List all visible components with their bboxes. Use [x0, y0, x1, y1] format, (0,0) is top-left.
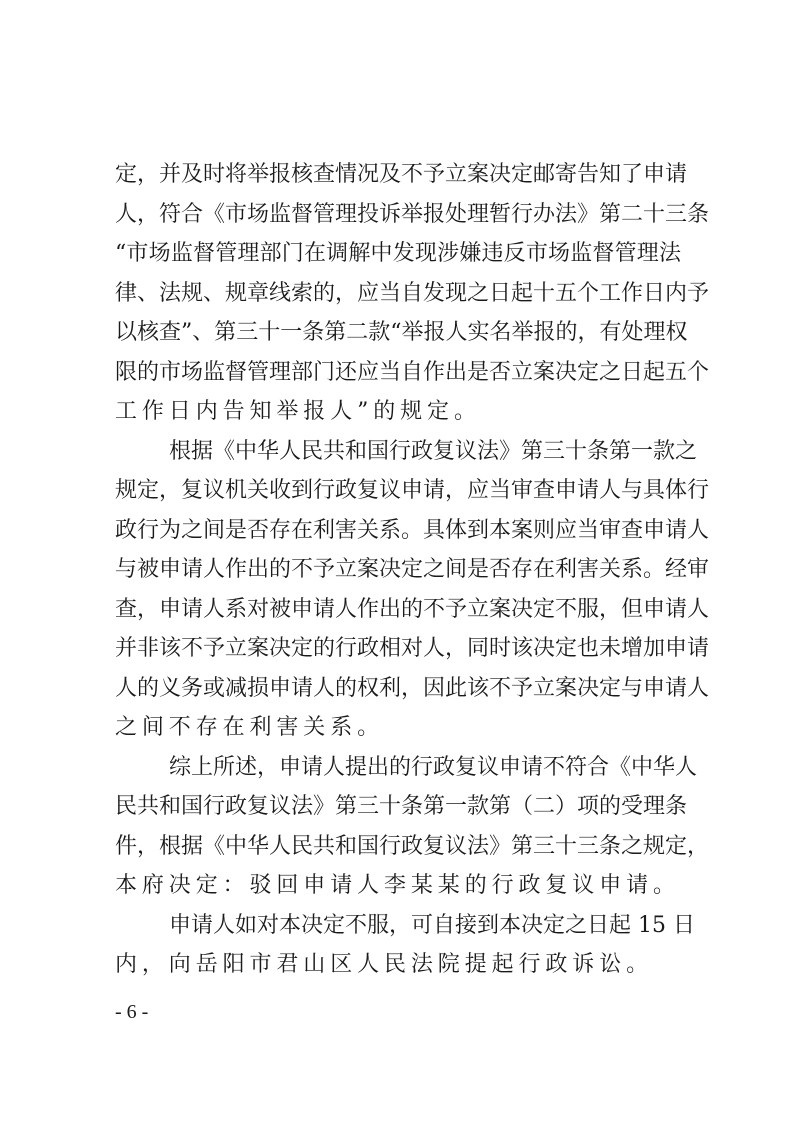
text-line: 根据《中华人民共和国行政复议法》第三十条第一款之 — [169, 438, 698, 464]
text-line: 查，申请人系对被申请人作出的不予立案决定不服，但申请人 — [115, 596, 710, 622]
text-line: 规定，复议机关收到行政复议申请，应当审查申请人与具体行 — [115, 478, 710, 503]
text-line: 工作日内告知举报人”的规定。 — [115, 399, 481, 424]
text-line: 以核查”、第三十一条第二款“举报人实名举报的，有处理权 — [115, 320, 688, 345]
text-line: 内，向岳阳市君山区人民法院提起行政诉讼。 — [115, 952, 654, 977]
text-line: 综上所述，申请人提出的行政复议申请不符合《中华人 — [169, 754, 698, 780]
text-line: 定，并及时将举报核查情况及不予立案决定邮寄告知了申请 — [115, 162, 688, 187]
page-number: - 6 - — [115, 1001, 149, 1023]
text-line: 政行为之间是否存在利害关系。具体到本案则应当审查申请人 — [115, 517, 710, 543]
text-line: 人的义务或减损申请人的权利，因此该不予立案决定与申请人 — [115, 675, 710, 701]
text-line: 件，根据《中华人民共和国行政复议法》第三十三条之规定， — [115, 833, 710, 859]
text-line: 律、法规、规章线索的，应当自发现之日起十五个工作日内予 — [115, 280, 710, 306]
text-line: 申请人如对本决定不服，可自接到本决定之日起 15 日 — [169, 912, 695, 938]
text-line: 人，符合《市场监督管理投诉举报处理暂行办法》第二十三条 — [115, 201, 710, 227]
text-line: “市场监督管理部门在调解中发现涉嫌违反市场监督管理法 — [115, 241, 681, 266]
text-line: 本府决定：驳回申请人李某某的行政复议申请。 — [115, 873, 680, 898]
text-line: 与被申请人作出的不予立案决定之间是否存在利害关系。经审 — [115, 557, 710, 582]
text-line: 并非该不予立案决定的行政相对人，同时该决定也未增加申请 — [115, 636, 710, 661]
text-line: 民共和国行政复议法》第三十条第一款第（二）项的受理条 — [115, 794, 688, 819]
text-line: 之间不存在利害关系。 — [115, 715, 385, 740]
text-line: 限的市场监督管理部门还应当自作出是否立案决定之日起五个 — [115, 359, 710, 385]
